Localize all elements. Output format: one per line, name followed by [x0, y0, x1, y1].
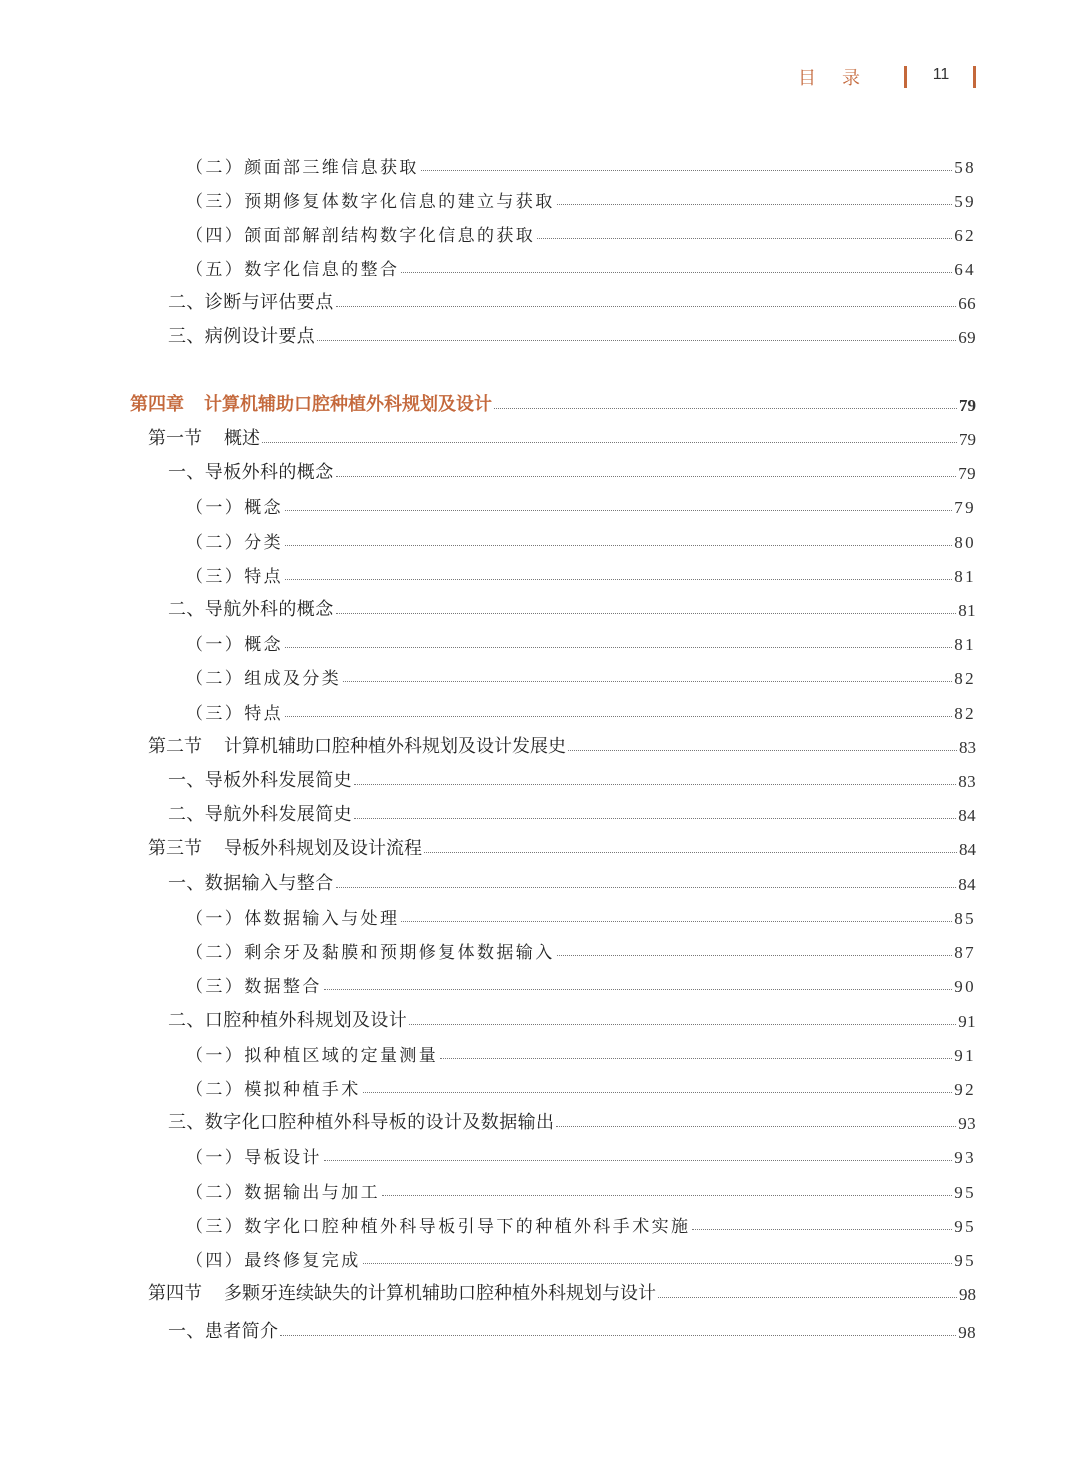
toc-entry-label: 二、诊断与评估要点 [168, 292, 334, 313]
toc-leader-dots [336, 306, 957, 307]
toc-entry-label: 一、患者简介 [168, 1321, 279, 1342]
section-title: 概述 [224, 428, 260, 449]
toc-entry-page: 79 [954, 498, 976, 517]
section-number: 第三节 [148, 838, 202, 859]
toc-entry-label: （三）数字化口腔种植外科导板引导下的种植外科手术实施 [186, 1217, 691, 1237]
toc-leader-dots [285, 647, 952, 648]
section-title: 多颗牙连续缺失的计算机辅助口腔种植外科规划与设计 [224, 1283, 656, 1304]
toc-leader-dots [658, 1297, 957, 1298]
toc-leader-dots [494, 408, 957, 409]
toc-entry-page: 98 [958, 1323, 976, 1342]
toc-entry-page: 69 [958, 328, 976, 347]
toc-entry-page: 81 [954, 567, 976, 586]
toc-entry-label: （二）分类 [186, 533, 283, 553]
toc-leader-dots [424, 852, 957, 853]
toc-entry-page: 93 [954, 1148, 976, 1167]
toc-leader-dots [324, 989, 952, 990]
header-divider-right [973, 66, 976, 88]
toc-entry-page: 84 [958, 806, 976, 825]
toc-leader-dots [537, 238, 952, 239]
toc-entry[interactable] [186, 1140, 976, 1168]
toc-entry[interactable] [186, 1038, 976, 1066]
toc-entry[interactable] [168, 320, 976, 348]
toc-entry-page: 83 [958, 772, 976, 791]
toc-entry-page: 82 [954, 704, 976, 723]
toc-section-entry[interactable] [148, 1277, 976, 1305]
header-title: 目录 [798, 68, 886, 89]
toc-section-label [148, 424, 260, 450]
toc-entry-label: （二）剩余牙及黏膜和预期修复体数据输入 [186, 943, 555, 963]
toc-entry-label: 一、导板外科发展简史 [168, 770, 352, 791]
toc-entry-label: （四）颌面部解剖结构数字化信息的获取 [186, 226, 536, 246]
toc-section-entry[interactable] [148, 832, 976, 860]
toc-leader-dots [421, 170, 952, 171]
toc-leader-dots [280, 1335, 956, 1336]
toc-leader-dots [343, 681, 952, 682]
toc-leader-dots [336, 887, 957, 888]
toc-entry-label: （四）最终修复完成 [186, 1251, 361, 1271]
toc-entry[interactable] [186, 935, 976, 963]
toc-entry-label: （三）特点 [186, 704, 283, 724]
toc-entry-page: 64 [954, 260, 976, 279]
toc-section-entry[interactable] [148, 730, 976, 758]
toc-entry[interactable] [186, 969, 976, 997]
toc-leader-dots [336, 613, 957, 614]
toc-leader-dots [363, 1092, 953, 1093]
toc-entry-page: 93 [958, 1114, 976, 1133]
toc-entry[interactable] [186, 559, 976, 587]
toc-entry[interactable] [186, 661, 976, 689]
toc-entry-label: （三）特点 [186, 567, 283, 587]
toc-entry-page: 79 [958, 464, 976, 483]
toc-entry[interactable] [168, 798, 976, 826]
toc-leader-dots [285, 545, 952, 546]
toc-entry-label: （一）拟种植区域的定量测量 [186, 1046, 439, 1066]
toc-entry-page: 95 [954, 1217, 976, 1236]
toc-entry-page: 84 [958, 875, 976, 894]
toc-entry[interactable] [186, 1209, 976, 1237]
toc-chapter-entry[interactable] [130, 388, 976, 416]
toc-entry[interactable] [168, 1004, 976, 1032]
toc-entry-label: （五）数字化信息的整合 [186, 260, 400, 280]
toc-entry-label: （三）预期修复体数字化信息的建立与获取 [186, 192, 555, 212]
toc-entry-label: 三、数字化口腔种植外科导板的设计及数据输出 [168, 1112, 555, 1133]
toc-entry[interactable] [186, 218, 976, 246]
toc-entry-page: 81 [958, 601, 976, 620]
toc-entry-page: 81 [954, 635, 976, 654]
toc-entry-page: 84 [959, 840, 976, 859]
toc-leader-dots [401, 921, 952, 922]
toc-entry-page: 59 [954, 192, 976, 211]
toc-entry-page: 91 [954, 1046, 976, 1065]
toc-entry[interactable] [186, 901, 976, 929]
toc-entry-label: 二、口腔种植外科规划及设计 [168, 1010, 408, 1031]
toc-entry-page: 95 [954, 1251, 976, 1270]
toc-leader-dots [285, 579, 952, 580]
toc-entry-label: （一）导板设计 [186, 1148, 322, 1168]
toc-leader-dots [557, 204, 953, 205]
toc-leader-dots [285, 510, 952, 511]
toc-leader-dots [324, 1160, 952, 1161]
toc-leader-dots [556, 1126, 956, 1127]
section-number: 第四节 [148, 1283, 202, 1304]
toc-entry-page: 92 [954, 1080, 976, 1099]
toc-entry[interactable] [168, 593, 976, 621]
page-number: 11 [932, 66, 950, 83]
toc-entry-page: 91 [958, 1012, 976, 1031]
toc-entry-page: 79 [959, 430, 976, 449]
toc-entry-label: 一、导板外科的概念 [168, 462, 334, 483]
chapter-title: 计算机辅助口腔种植外科规划及设计 [204, 394, 492, 415]
toc-entry-label: （二）组成及分类 [186, 669, 342, 689]
toc-entry-page: 82 [954, 669, 976, 688]
toc-entry-label: （三）数据整合 [186, 977, 322, 997]
toc-leader-dots [285, 716, 952, 717]
running-header [0, 62, 1080, 92]
section-title: 导板外科规划及设计流程 [224, 838, 422, 859]
toc-leader-dots [317, 340, 956, 341]
header-divider-left [904, 66, 907, 88]
toc-entry-page: 90 [954, 977, 976, 996]
toc-chapter-label [130, 390, 492, 416]
toc-entry[interactable] [186, 627, 976, 655]
toc-leader-dots [262, 442, 957, 443]
toc-entry-label: （一）概念 [186, 635, 283, 655]
toc-entry-page: 87 [954, 943, 976, 962]
toc-entry-label: （二）数据输出与加工 [186, 1183, 380, 1203]
toc-entry[interactable] [168, 764, 976, 792]
toc-entry-label: 三、病例设计要点 [168, 326, 316, 347]
toc-section-label [148, 1279, 656, 1305]
toc-leader-dots [363, 1263, 953, 1264]
toc-leader-dots [692, 1229, 952, 1230]
toc-entry-label: 二、导航外科的概念 [168, 599, 334, 620]
toc-entry-page: 85 [954, 909, 976, 928]
toc-leader-dots [354, 784, 956, 785]
toc-entry[interactable] [168, 867, 976, 895]
toc-leader-dots [557, 955, 953, 956]
toc-entry[interactable] [186, 184, 976, 212]
toc-entry[interactable] [186, 490, 976, 518]
toc-entry[interactable] [186, 150, 976, 178]
section-title: 计算机辅助口腔种植外科规划及设计发展史 [224, 736, 566, 757]
toc-section-entry[interactable] [148, 422, 976, 450]
toc-leader-dots [336, 476, 957, 477]
toc-entry-label: 一、数据输入与整合 [168, 873, 334, 894]
toc-leader-dots [440, 1058, 952, 1059]
toc-entry[interactable] [186, 252, 976, 280]
toc-leader-dots [401, 272, 952, 273]
toc-leader-dots [354, 818, 956, 819]
toc-entry-page: 62 [954, 226, 976, 245]
toc-section-label [148, 732, 566, 758]
toc-leader-dots [409, 1024, 956, 1025]
toc-entry-page: 83 [959, 738, 976, 757]
toc-leader-dots [568, 750, 957, 751]
toc-entry[interactable] [186, 1175, 976, 1203]
toc-entry[interactable] [168, 1106, 976, 1134]
toc-entry[interactable] [168, 1315, 976, 1343]
toc-leader-dots [382, 1195, 952, 1196]
toc-entry[interactable] [186, 696, 976, 724]
toc-entry-label: 二、导航外科发展简史 [168, 804, 352, 825]
section-number: 第一节 [148, 428, 202, 449]
toc-entry-page: 98 [959, 1285, 976, 1304]
toc-entry-page: 79 [959, 396, 976, 415]
toc-section-label [148, 834, 422, 860]
toc-entry[interactable] [186, 1243, 976, 1271]
toc-entry-label: （一）体数据输入与处理 [186, 909, 400, 929]
toc-entry-label: （一）概念 [186, 498, 283, 518]
toc-entry[interactable] [168, 456, 976, 484]
toc-entry[interactable] [186, 1072, 976, 1100]
toc-entry-page: 66 [958, 294, 976, 313]
toc-entry-page: 95 [954, 1183, 976, 1202]
toc-entry[interactable] [186, 525, 976, 553]
chapter-number: 第四章 [130, 394, 184, 415]
toc-entry-page: 58 [954, 158, 976, 177]
toc-entry-page: 80 [954, 533, 976, 552]
section-number: 第二节 [148, 736, 202, 757]
toc-entry-label: （二）颜面部三维信息获取 [186, 158, 419, 178]
toc-entry[interactable] [168, 286, 976, 314]
toc-entry-label: （二）模拟种植手术 [186, 1080, 361, 1100]
